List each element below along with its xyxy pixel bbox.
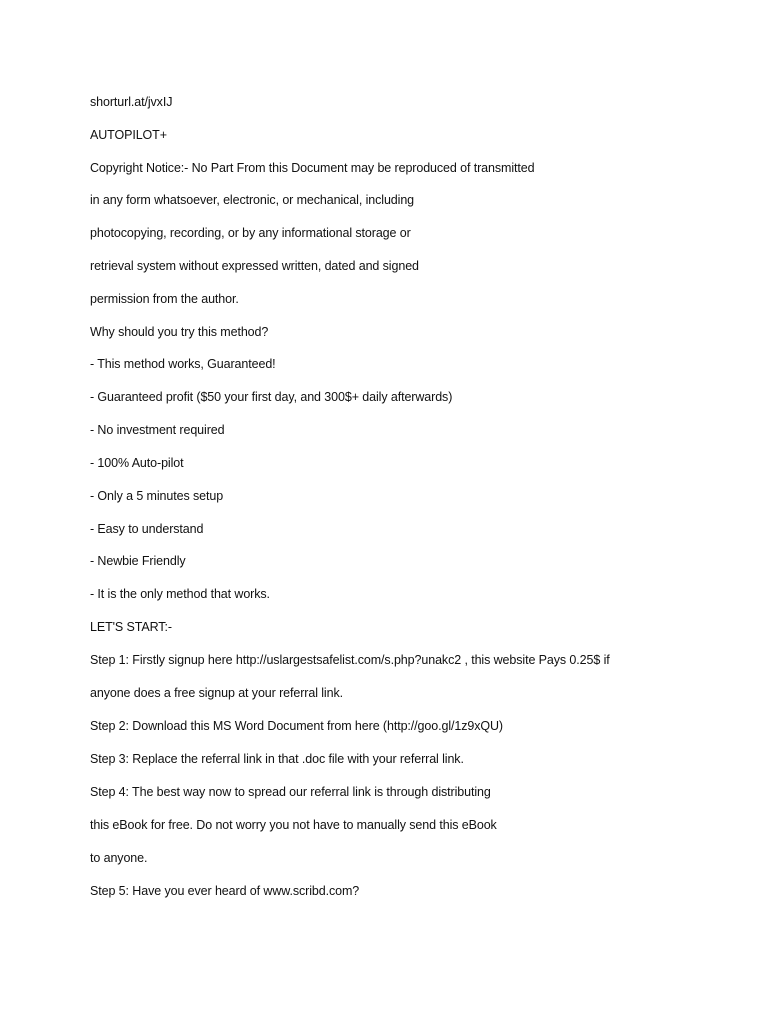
copyright-line-3: photocopying, recording, or by any informational storage or <box>90 226 411 240</box>
copyright-line-1: Copyright Notice:- No Part From this Document may be reproduced of transmitted <box>90 161 535 175</box>
short-url: shorturl.at/jvxIJ <box>90 95 173 109</box>
bullet-item: - No investment required <box>90 423 225 437</box>
bullet-item: - 100% Auto-pilot <box>90 456 184 470</box>
step-4-line-3: to anyone. <box>90 851 148 865</box>
bullet-item: - Only a 5 minutes setup <box>90 489 224 503</box>
step-4-line-2: this eBook for free. Do not worry you not have to manually send this eBook <box>90 818 497 832</box>
copyright-line-2: in any form whatsoever, electronic, or mechanical, including <box>90 193 415 207</box>
step-2-line: Step 2: Download this MS Word Document from here (http://goo.gl/1z9xQU) <box>90 719 503 733</box>
bullet-item: - Easy to understand <box>90 522 204 536</box>
step-1-line-2: anyone does a free signup at your referral link. <box>90 686 343 700</box>
section-heading-why: Why should you try this method? <box>90 325 269 339</box>
bullet-item: - Newbie Friendly <box>90 554 186 568</box>
step-3-line: Step 3: Replace the referral link in that .doc file with your referral link. <box>90 752 464 766</box>
bullet-item: - This method works, Guaranteed! <box>90 357 276 371</box>
bullet-item: - It is the only method that works. <box>90 587 270 601</box>
document-title: AUTOPILOT+ <box>90 128 167 142</box>
step-5-line: Step 5: Have you ever heard of www.scribd.com? <box>90 884 360 898</box>
copyright-line-5: permission from the author. <box>90 292 239 306</box>
section-heading-start: LET'S START:- <box>90 620 172 634</box>
step-1-line-1: Step 1: Firstly signup here http://uslargestsafelist.com/s.php?unakc2 , this website Pays 0.25$ if <box>90 653 610 667</box>
bullet-item: - Guaranteed profit ($50 your first day, and 300$+ daily afterwards) <box>90 390 453 404</box>
copyright-line-4: retrieval system without expressed written, dated and signed <box>90 259 419 273</box>
step-4-line-1: Step 4: The best way now to spread our referral link is through distributing <box>90 785 491 799</box>
